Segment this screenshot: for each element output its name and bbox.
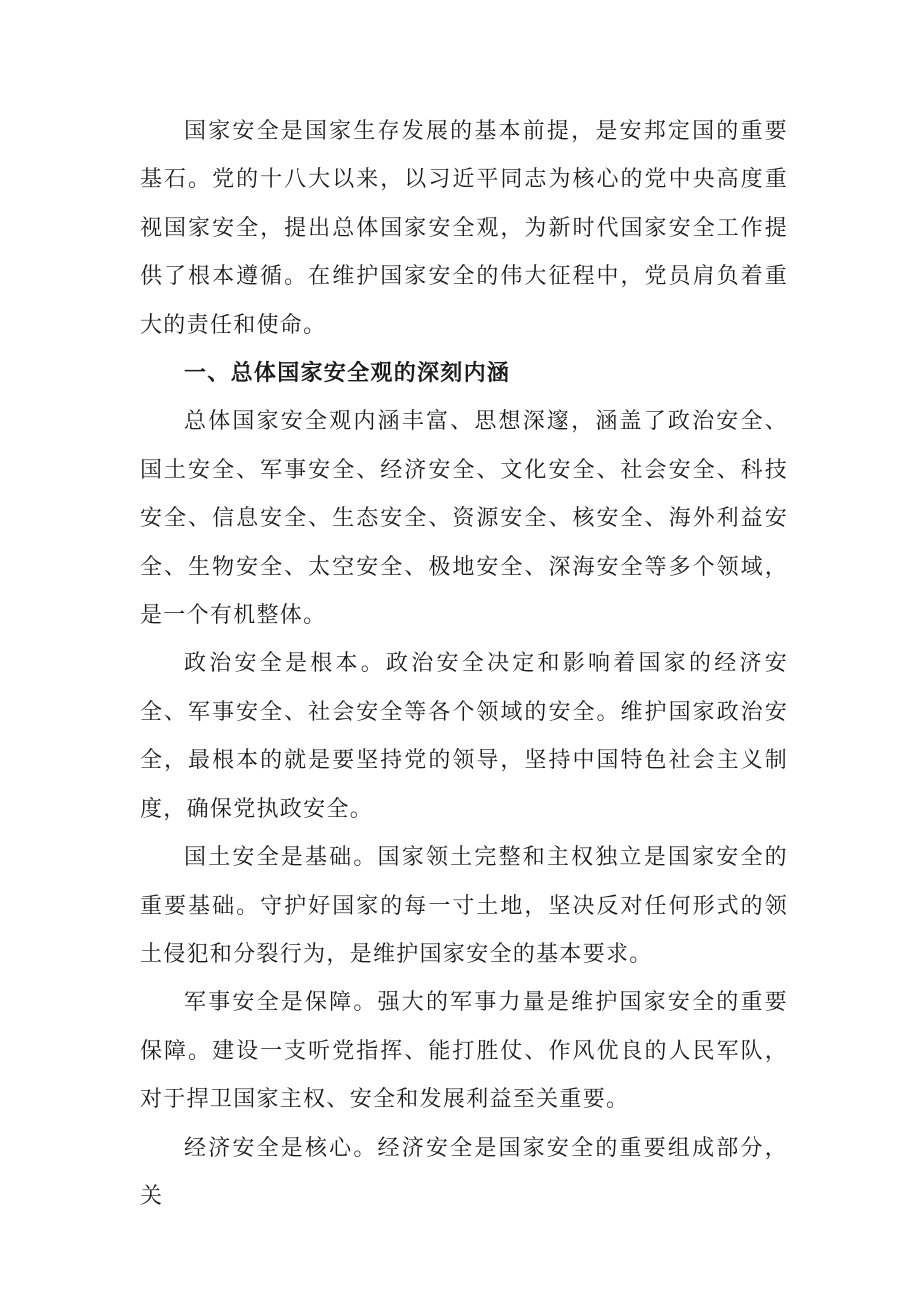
paragraph-intro: 国家安全是国家生存发展的基本前提，是安邦定国的重要基石。党的十八大以来，以习近平同志为核心的党中央高度重视国家安全，提出总体国家安全观，为新时代国家安全工作提供了根本遵循。在维护国家安全的伟大征程中，党员肩负着重大的责任和使命。 [140, 119, 788, 338]
paragraph-scope: 总体国家安全观内涵丰富、思想深邃，涵盖了政治安全、国土安全、军事安全、经济安全、文化安全、社会安全、科技安全、信息安全、生态安全、资源安全、核安全、海外利益安全、生物安全、太空安全、极地安全、深海安全等多个领域，是一个有机整体。 [140, 409, 788, 629]
paragraph-territorial-security: 国土安全是基础。国家领土完整和主权独立是国家安全的重要基础。守护好国家的每一寸土地，坚决反对任何形式的领土侵犯和分裂行为，是维护国家安全的基本要求。 [140, 845, 788, 967]
section-heading-1: 一、总体国家安全观的深刻内涵 [184, 361, 511, 387]
paragraph-economic-security: 经济安全是核心。经济安全是国家安全的重要组成部分，关 [140, 1135, 788, 1209]
paragraph-military-security: 军事安全是保障。强大的军事力量是维护国家安全的重要保障。建设一支听党指挥、能打胜仗、作风优良的人民军队，对于捍卫国家主权、安全和发展利益至关重要。 [140, 990, 788, 1113]
paragraph-political-security: 政治安全是根本。政治安全决定和影响着国家的经济安全、军事安全、社会安全等各个领域的安全。维护国家政治安全，最根本的就是要坚持党的领导，坚持中国特色社会主义制度，确保党执政安全。 [140, 651, 788, 822]
document-body [140, 108, 788, 1221]
